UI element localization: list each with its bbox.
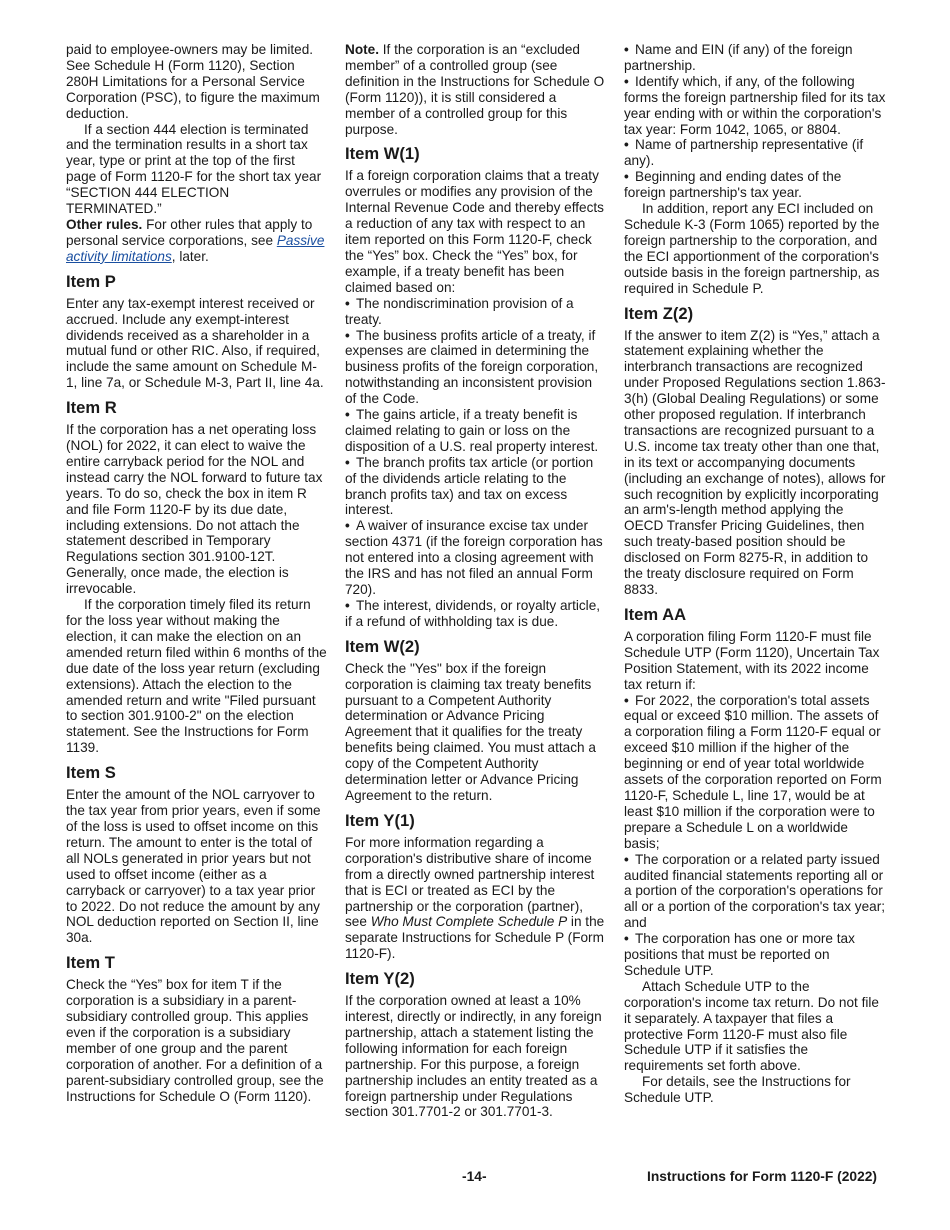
list-item: • The corporation has one or more tax positions that must be reported on Schedule UTP. xyxy=(624,931,855,978)
paragraph: Attach Schedule UTP to the corporation's income tax return. Do not file it separately. A taxpayer that files a protective Form 1120-F must also file Schedule UTP if it satisfies the requirements set forth above. xyxy=(624,978,879,1074)
paragraph-text: For more information regarding a corporation's distributive share of income from a directly owned partnership interest that is ECI or treated as ECI by the partnership or the corporation (partner), see xyxy=(345,834,595,930)
paragraph: Check the "Yes" box if the foreign corporation is claiming tax treaty benefits pursuant to a Competent Authority determination or Advance Pricing Agreement that it qualifies for the treaty benefits being claimed. You must attach a copy of the Competent Authority determination letter or Advance Pricing Agreement to the return. xyxy=(345,660,596,803)
column-right xyxy=(624,42,886,1106)
paragraph: Enter the amount of the NOL carryover to the tax year from prior years, even if some of the loss is used to offset income on this return. The amount to enter is the total of all NOLs generated in prior years but not used to offset income (either as a carryback or carryover) to a tax year prior to 2022. Do not reduce the amount by any NOL deduction reported on Section II, line 30a. xyxy=(66,787,321,946)
heading-item-r: Item R xyxy=(66,398,117,418)
bullet-icon: • xyxy=(345,597,350,613)
note-paragraph xyxy=(345,42,607,137)
heading-item-p: Item P xyxy=(66,271,116,291)
paragraph-text: For other rules that apply to personal service corporations, see xyxy=(66,216,313,248)
list-item: • For 2022, the corporation's total assets equal or exceed $10 million. The assets of a corporation filing a Form 1120-F equal or exceed $10 million if the higher of the beginning or end of year total worldwide assets of the corporation reported on Form 1120-F, Schedule L, line 17, would be at least $10 million if the corporation were to prepare a Schedule L on a worldwide basis; xyxy=(624,692,882,851)
heading-item-y2: Item Y(2) xyxy=(345,969,415,989)
italic-reference: Who Must Complete Schedule P xyxy=(370,914,568,930)
heading-item-w1: Item W(1) xyxy=(345,144,420,164)
heading-item-y1: Item Y(1) xyxy=(345,810,415,830)
bullet-icon: • xyxy=(345,327,350,343)
paragraph: If a foreign corporation claims that a treaty overrules or modifies any provision of the Internal Revenue Code and thereby effects a reduction of any tax with respect to an item reported on this Form 1120-F, check the “Yes” box. Check the “Yes” box, for example, if a treaty benefit has been claimed based on: xyxy=(345,168,604,295)
paragraph-other-rules xyxy=(66,217,328,265)
paragraph-text: If the corporation is an “excluded member” of a controlled group (see definition in the Instructions for Schedule O (Form 1120)), it is still considered a member of a controlled group for this purpose. xyxy=(345,42,605,137)
bullet-icon: • xyxy=(624,851,629,867)
paragraph: Enter any tax-exempt interest received or accrued. Include any exempt-interest dividends received as a shareholder in a mutual fund or other RIC. Also, if required, include the same amount on Schedule M-1, line 7a, or Schedule M-3, Part II, line 4a. xyxy=(66,295,324,391)
passive-activity-link[interactable]: Passive activity limitations xyxy=(66,232,325,264)
paragraph: A corporation filing Form 1120-F must file Schedule UTP (Form 1120), Uncertain Tax Position Statement, with its 2022 income tax return if: xyxy=(624,628,880,692)
list-item: • Identify which, if any, of the following forms the foreign partnership filed for its tax year ending with or within the corporation's tax year: Form 1042, 1065, or 8804. xyxy=(624,73,886,137)
bullet-list xyxy=(624,693,886,979)
bullet-icon: • xyxy=(624,931,629,947)
list-item: • Name of partnership representative (if any). xyxy=(624,137,864,169)
list-item: • Beginning and ending dates of the foreign partnership's tax year. xyxy=(624,169,842,201)
list-item: • The business profits article of a treaty, if expenses are claimed in determining the business profits of the foreign corporation, notwithstanding an inconsistent provision of the Code. xyxy=(345,327,599,407)
column-left xyxy=(66,42,328,1104)
bullet-list xyxy=(345,296,607,630)
heading-item-w2: Item W(2) xyxy=(345,636,420,656)
list-item: • The nondiscrimination provision of a treaty. xyxy=(345,295,574,327)
list-item: • Name and EIN (if any) of the foreign partnership. xyxy=(624,42,853,73)
paragraph: paid to employee-owners may be limited. See Schedule H (Form 1120), Section 280H Limitations for a Personal Service Corporation (PSC), to figure the maximum deduction. xyxy=(66,42,320,121)
run-in-heading: Other rules. xyxy=(66,216,143,232)
list-item: • The interest, dividends, or royalty article, if a refund of withholding tax is due. xyxy=(345,597,601,629)
paragraph: For details, see the Instructions for Schedule UTP. xyxy=(624,1074,851,1106)
paragraph: Check the “Yes” box for item T if the corporation is a subsidiary in a parent-subsidiary controlled group. This applies even if the corporation is a subsidiary member of one group and the parent corporation of another. For a definition of a parent-subsidiary controlled group, see the Instructions for Schedule O (Form 1120). xyxy=(66,977,324,1104)
bullet-icon: • xyxy=(624,169,629,185)
bullet-icon: • xyxy=(345,454,350,470)
page-number: -14- xyxy=(462,1169,487,1184)
column-middle xyxy=(345,42,607,1120)
bullet-icon: • xyxy=(345,407,350,423)
heading-item-aa: Item AA xyxy=(624,604,687,624)
paragraph: If the corporation owned at least a 10% interest, directly or indirectly, in any foreign partnership, attach a statement listing the following information for each foreign partnership. For this purpose, a foreign partnership includes an entity treated as a foreign partnership under Regulations section 301.7701-2 or 301.7701-3. xyxy=(345,993,602,1120)
bullet-icon: • xyxy=(624,42,629,57)
bullet-icon: • xyxy=(624,137,629,153)
list-item: • The branch profits tax article (or portion of the dividends article relating to the branch profits tax) and tax on excess interest. xyxy=(345,454,594,518)
bullet-icon: • xyxy=(345,295,350,311)
heading-item-t: Item T xyxy=(66,953,115,973)
paragraph: If the answer to item Z(2) is “Yes,” attach a statement explaining whether the interbranch transactions are recognized under Proposed Regulations section 1.863-3(h) (Global Dealing Regulations) or some other proposed regulation. If interbranch transactions are recognized pursuant to a U.S. income tax treaty other than one that, in its text or accompanying documents (including an exchange of notes), allows for such recognition by explicitly incorporating an arm's-length method applying the OECD Transfer Pricing Guidelines, then such treaty-based position should be disclosed on Form 8275-R, in addition to the treaty disclosure required on Form 8833. xyxy=(624,327,886,597)
paragraph: If the corporation timely filed its return for the loss year without making the election, it can make the election on an amended return filed within 6 months of the due date of the loss year return (excluding extensions). Attach the election to the amended return and write "Filed pursuant to section 301.9100-2" on the election statement. See the Instructions for Form 1139. xyxy=(66,597,327,756)
bullet-icon: • xyxy=(624,692,629,708)
paragraph-text: in the separate Instructions for Schedule P (Form 1120-F). xyxy=(345,914,605,962)
paragraph: If a section 444 election is terminated and the termination results in a short tax year, type or print at the top of the first page of Form 1120-F for the short tax year “SECTION 444 ELECTION TERMINATED.” xyxy=(66,121,322,217)
paragraph: In addition, report any ECI included on Schedule K-3 (Form 1065) reported by the foreign partnership to the corporation, and the ECI apportionment of the corporation's outside basis in the foreign partnership, as required in Schedule P. xyxy=(624,201,880,296)
heading-item-s: Item S xyxy=(66,763,116,783)
paragraph xyxy=(345,835,607,962)
bullet-icon: • xyxy=(345,518,350,534)
paragraph-text: , later. xyxy=(171,248,209,264)
heading-item-z2: Item Z(2) xyxy=(624,303,694,323)
list-item: • The corporation or a related party issued audited financial statements reporting all or a portion of the corporation's operations for all or a portion of the corporation's tax year; and xyxy=(624,851,886,931)
footer-title: Instructions for Form 1120-F (2022) xyxy=(647,1169,878,1184)
bullet-list xyxy=(624,42,886,201)
list-item: • The gains article, if a treaty benefit is claimed relating to gain or loss on the disposition of a U.S. real property interest. xyxy=(345,407,599,454)
run-in-heading: Note. xyxy=(345,42,379,57)
bullet-icon: • xyxy=(624,73,629,89)
paragraph: If the corporation has a net operating loss (NOL) for 2022, it can elect to waive the entire carryback period for the NOL and instead carry the NOL forward to future tax years. To do so, check the box in item R and file Form 1120-F by its due date, including extensions. Do not attach the statement described in Temporary Regulations section 301.9100-12T. Generally, once made, the election is irrevocable. xyxy=(66,422,323,597)
list-item: • A waiver of insurance excise tax under section 4371 (if the foreign corporation has not entered into a closing agreement with the IRS and has not filed an annual Form 720). xyxy=(345,518,603,597)
